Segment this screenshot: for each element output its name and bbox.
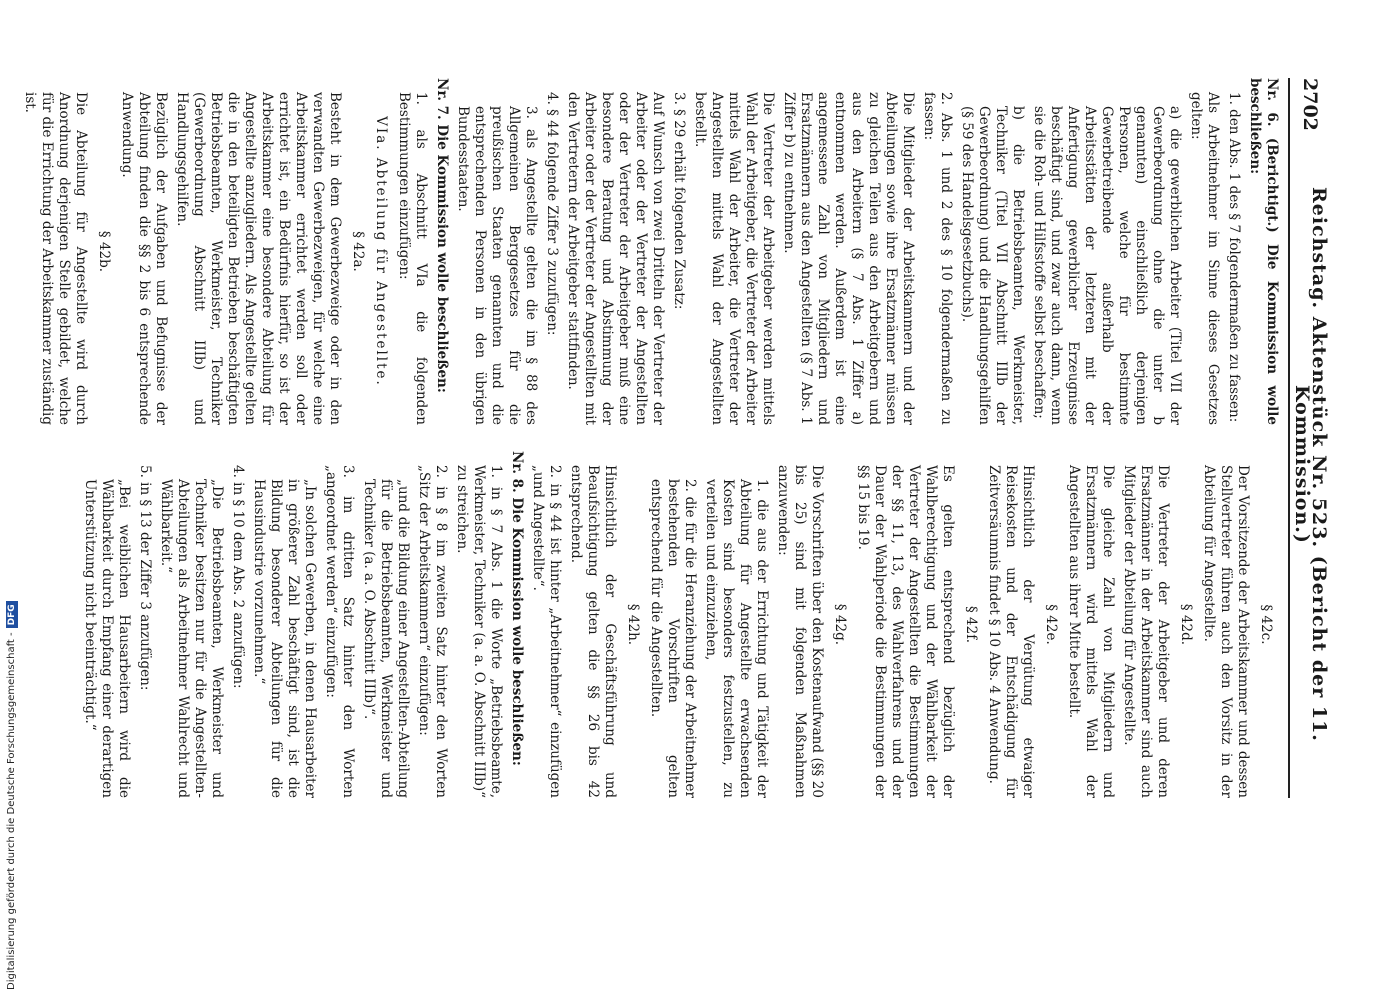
paragraph: 2. Abs. 1 und 2 des § 10 folgendermaßen zu fassen: (921, 92, 954, 425)
paragraph: „In solchen Gewerben, in denen Hausarbeiter in größerer Zahl beschäftigt sind, ist die Bildung besonderer Abteilungen für die Hausindustrie vorzunehmen.“ (251, 479, 318, 798)
paragraph: „Bei weiblichen Hausarbeitern wird die Wählbarkeit durch Empfang einer derartigen Unterstützung nicht beeinträchtigt.“ (82, 479, 132, 798)
right-column (17, 451, 1280, 798)
text-columns (17, 78, 1280, 798)
paragraph: Nr. 7. Die Kommission wolle beschließen: (434, 78, 450, 393)
section-number: § 42b. (96, 230, 112, 273)
paragraph: 2. in § 8 im zweiten Satz hinter den Worten „Sitz der Arbeitskammern“ einzufügen: (416, 465, 449, 798)
paragraph: 3. § 29 erhält folgenden Zusatz: (671, 92, 687, 310)
left-column (17, 78, 1280, 425)
paragraph: Als Arbeitnehmer im Sinne dieses Gesetzes gelten: (1188, 92, 1221, 425)
paragraph: 4. in § 10 dem Abs. 2 anzufügen: (230, 465, 246, 689)
paragraph: 1. in § 7 Abs. 1 die Worte „Betriebsbeamte, Werkmeister, Techniker (a. a. O. Abschnitt IIIb)“ zu streichen. (454, 465, 504, 798)
section-number: § 42e. (1043, 604, 1059, 645)
paragraph: Nr. 6. (Berichtigt.) Die Kommission wolle beschließen: (1247, 78, 1280, 425)
paragraph: Der Vorsitzende der Arbeitskammer und dessen Stellvertreter führen auch den Vorsitz in der Abteilung für Angestellte. (1201, 465, 1251, 798)
digitization-credit (4, 0, 20, 990)
paragraph: b) die Betriebsbeamten, Werkmeister, Techniker (Titel VII Abschnitt IIIb der Gewerbeordnung) und die Handlungsgehilfen (§ 59 des Handelsgesetzbuchs). (959, 106, 1026, 425)
paragraph: 3. als Angestellte gelten die im § 88 des Allgemeinen Berggesetzes für die preußischen Staaten genannten und die entsprechenden Personen in den übrigen Bundesstaaten. (455, 106, 539, 425)
paragraph: Die gleiche Zahl von Mitgliedern und Ersatzmännern wird mittels Wahl der Angestellten aus ihrer Mitte bestellt. (1066, 465, 1116, 798)
paragraph: Es gelten entsprechend bezüglich der Wahlberechtigung und der Wählbarkeit der Vertreter der Angestellten die Bestimmungen der §§ 11, 13, des Wahlverfahrens und der Dauer der Wahlperiode die Bestimmungen der §§ 15 bis 19. (855, 465, 956, 798)
paragraph: Die Vorschriften über den Kostenaufwand (§§ 20 bis 25) sind mit folgenden Maßnahmen anzuwenden: (775, 465, 825, 798)
paragraph: „Die Betriebsbeamten, Werkmeister und Techniker besitzen nur für die Angestellten-Abteilungen als Arbeitnehmer Wahlrecht und Wählbarkeit.“ (158, 479, 225, 798)
section-number: § 42c. (1258, 604, 1274, 645)
page-title: Reichstag. Aktenstück Nr. 523. (Bericht der 11. Kommission.) (1291, 186, 1330, 742)
section-number: § 42a. (350, 231, 366, 272)
paragraph: Die Abteilung für Angestellte wird durch Anordnung derjenigen Stelle gebildet, welche für die Errichtung der Arbeitskammer zuständig ist. (22, 92, 89, 425)
paragraph: 1. den Abs. 1 des § 7 folgendermaßen zu fassen: (1226, 92, 1242, 423)
paragraph: Die Mitglieder der Arbeitskammern und der Abteilungen sowie ihre Ersatzmänner müssen zu gleichen Teilen aus den Arbeitgebern und aus den Arbeitern (§ 7 Abs. 1 Ziffer a) entnommen werden. Außerdem ist eine angemessene Zahl von Mitgliedern und Ersatzmännern aus den Angestellten (§ 7 Abs. 1 Ziffer b) zu entnehmen. (781, 92, 916, 425)
credit-text: Digitalisierung gefördert durch die Deutsche Forschungsgemeinschaft - (6, 632, 17, 990)
paragraph: Besteht in dem Gewerbezweige oder in den verwandten Gewerbezweigen, für welche eine Arbeitskammer errichtet werden soll oder errichtet ist, ein Bedürfnis hierfür, so ist der Arbeitskammer eine besondere Abteilung für Angestellte anzugliedern. Als Angestellte gelten die in den beteiligten Betrieben beschäftigten Betriebsbeamten, Werkmeister, Techniker (Gewerbeordnung Abschnitt IIIb) und Handlungsgehilfen. (174, 92, 343, 425)
paragraph: 2. die für die Heranziehung der Arbeitnehmer bestehenden Vorschriften gelten entsprechend für die Angestellten. (648, 479, 698, 798)
section-number: § 42g. (832, 603, 848, 646)
rotated-page-content (22, 78, 1330, 798)
dfg-logo: DFG (6, 601, 18, 628)
section-heading: VIa. Abteilung für Angestellte. (373, 116, 389, 387)
paragraph: 4. § 44 folgende Ziffer 3 zuzufügen: (544, 92, 560, 336)
paragraph: „und die Bildung einer Angestellten-Abteilung für die Betriebsbeamten, Werkmeister und Techniker (a. a. O. Abschnitt IIIb)“. (361, 479, 411, 798)
page-header (1288, 78, 1330, 798)
paragraph: 3. im dritten Satz hinter den Worten „angeordnet werden“ einzufügen: (323, 465, 356, 798)
section-number: § 42h. (625, 603, 641, 646)
paragraph: Hinsichtlich der Geschäftsführung und Beaufsichtigung gelten die §§ 26 bis 42 entsprechend. (568, 465, 618, 798)
section-number: § 42f. (963, 605, 979, 644)
paragraph: Die Vertreter der Arbeitgeber werden mittels Wahl der Arbeitgeber, die Vertreter der Arbeiter mittels Wahl der Arbeiter, die Vertreter der Angestellten mittels Wahl der Angestellten bestellt. (692, 92, 776, 425)
paragraph: Hinsichtlich der Vergütung etwaiger Reisekosten und der Entschädigung für Zeitversäumnis findet § 10 Abs. 4 Anwendung. (986, 465, 1036, 798)
paragraph: Nr. 8. Die Kommission wolle beschließen: (509, 451, 525, 766)
paragraph: Bezüglich der Aufgaben und Befugnisse der Abteilung finden die §§ 2 bis 6 entsprechende Anwendung. (119, 92, 169, 425)
paragraph: 1. als Abschnitt VIa die folgenden Bestimmungen einzufügen: (396, 92, 429, 425)
paragraph: 2. in § 44 ist hinter „Arbeitnehmer“ einzufügen „und Angestellte“. (530, 465, 563, 798)
page-number: 2702 (1299, 78, 1322, 131)
paragraph: 1. die aus der Errichtung und Tätigkeit der Abteilung für Angestellte erwachsenden Kosten sind besonders festzustellen, zu verteilen und einzuziehen, (703, 479, 770, 798)
paragraph: 5. in § 13 der Ziffer 3 anzufügen: (137, 465, 153, 691)
paragraph: Die Vertreter der Arbeitgeber und deren Ersatzmänner in der Arbeitskammer sind auch Mitglieder der Abteilung für Angestellte. (1121, 465, 1171, 798)
paragraph: Auf Wunsch von zwei Dritteln der Vertreter der Arbeiter oder der Vertreter der Angestellten oder der Vertreter der Arbeitgeber muß eine besondere Beratung und Abstimmung der Arbeiter oder der Vertreter der Angestellten mit den Vertretern der Arbeitgeber stattfinden. (565, 92, 666, 425)
paragraph: a) die gewerblichen Arbeiter (Titel VII der Gewerbeordnung ohne die unter b genannten) einschließlich derjenigen Personen, welche für bestimmte Gewerbetreibende außerhalb der Arbeitsstätten der letzteren mit der Anfertigung gewerblicher Erzeugnisse beschäftigt sind, und zwar auch dann, wenn sie die Roh- und Hilfsstoffe selbst beschaffen; (1031, 106, 1183, 425)
section-number: § 42d. (1178, 603, 1194, 646)
